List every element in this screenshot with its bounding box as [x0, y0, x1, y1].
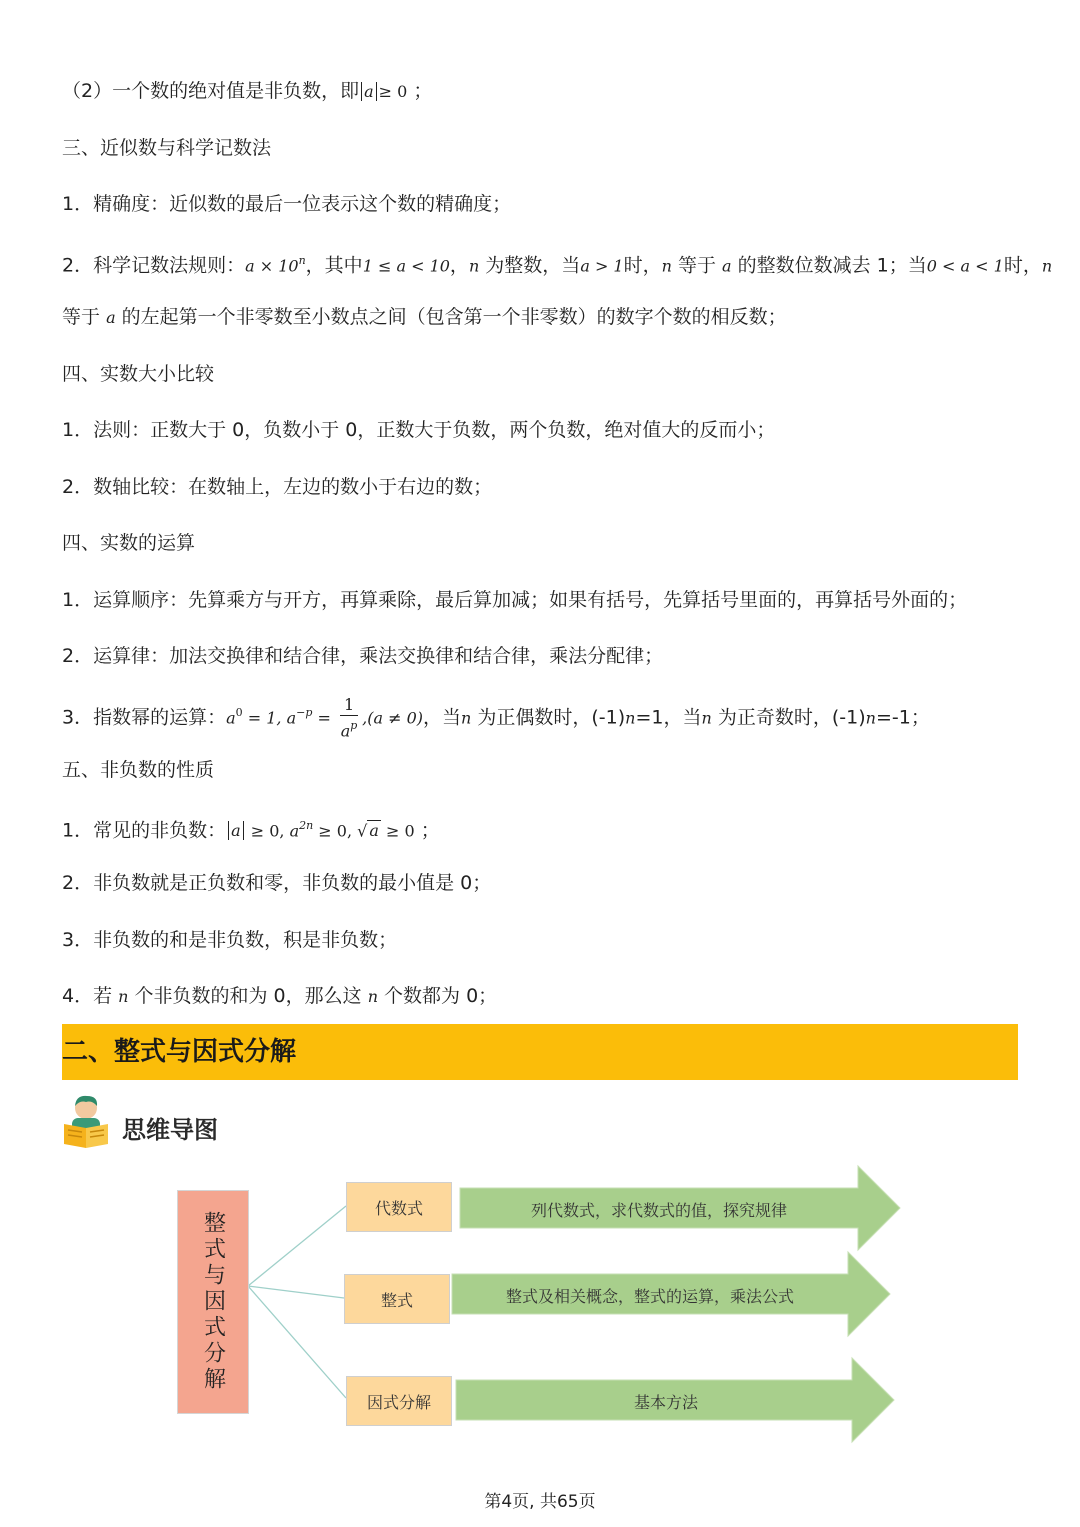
- text-line-nonneg-def: 2．非负数就是正负数和零，非负数的最小值是 0；: [62, 872, 492, 894]
- math-var: a: [106, 308, 116, 327]
- text-line-precision: 1．精确度：近似数的最后一位表示这个数的精确度；: [62, 193, 512, 215]
- fraction-numerator: 1: [340, 695, 358, 716]
- math-var: n: [661, 256, 672, 276]
- math-var: n: [1041, 256, 1053, 276]
- text-line-common-nonneg: [62, 811, 440, 846]
- text: 3．指数幂的运算：: [62, 706, 227, 729]
- mindmap-node-algebraic-expression: 代数式: [346, 1182, 452, 1232]
- text-line-nonneg-sum: 3．非负数的和是非负数，积是非负数；: [62, 929, 398, 951]
- text: ；: [413, 80, 433, 102]
- text: ，: [449, 254, 469, 277]
- math: ≥ 0: [378, 82, 408, 101]
- section-banner: [62, 1024, 1018, 1080]
- text-line-number-line: 2．数轴比较：在数轴上，左边的数小于右边的数；: [62, 476, 493, 498]
- math-sup: n: [298, 254, 306, 267]
- text: ，其中: [305, 254, 363, 277]
- math: ≥ 0,: [245, 821, 290, 841]
- math: 1 ≤ a < 10: [362, 256, 450, 276]
- text: 时，: [623, 254, 662, 277]
- math-var: n: [118, 987, 129, 1006]
- text: 的左起第一个非零数至小数点之间（包含第一个非零数）的数字个数的相反数；: [121, 306, 787, 328]
- text: 个非负数的和为 0，那么这: [134, 985, 362, 1007]
- mindmap-heading: 思维导图: [122, 1116, 218, 1144]
- math-sup: 0: [235, 706, 243, 719]
- text-line-laws: 2．运算律：加法交换律和结合律，乘法交换律和结合律，乘法分配律；: [62, 645, 664, 667]
- heading-real-compare: 四、实数大小比较: [62, 363, 215, 385]
- math-var: a: [722, 256, 732, 276]
- mindmap-root: [177, 1190, 249, 1414]
- math-var: n: [461, 708, 472, 728]
- text: 4．若: [62, 985, 113, 1007]
- math: a > 1: [580, 256, 624, 276]
- text: 时，: [1003, 254, 1042, 277]
- heading-nonneg-props: 五、非负数的性质: [62, 759, 215, 781]
- math-var: n: [625, 708, 636, 728]
- radicand: a: [369, 821, 379, 841]
- math: = 1, a: [242, 708, 297, 728]
- mindmap-detail-factorization: 基本方法: [633, 1393, 698, 1412]
- math: =: [312, 708, 336, 728]
- math-var: a: [361, 82, 377, 101]
- text: ，当: [423, 706, 462, 729]
- fraction-denominator: [340, 716, 358, 741]
- math-sup: p: [350, 718, 358, 732]
- text-line-compare-rule: 1．法则：正数大于 0，负数小于 0，正数大于负数，两个负数，绝对值大的反而小；: [62, 419, 776, 441]
- fraction: [340, 695, 358, 741]
- text: =1，当: [635, 706, 702, 729]
- mindmap-node-polynomial: 整式: [344, 1274, 450, 1324]
- text: 为正偶数时，(-1): [477, 706, 626, 729]
- math-var: a: [226, 708, 236, 728]
- text-line-abs-nonneg: [62, 76, 432, 107]
- reader-icon: [62, 1094, 112, 1150]
- text-line-sci-rule-cont: [62, 302, 787, 333]
- text: 个数都为 0；: [384, 985, 498, 1007]
- text: （2）一个数的绝对值是非负数，即: [62, 80, 360, 102]
- page-footer: 第4页, 共65页: [484, 1492, 596, 1512]
- math-sup: 2n: [299, 819, 314, 832]
- math-sup: −p: [296, 706, 313, 719]
- heading-approx-sci: 三、近似数与科学记数法: [62, 137, 272, 159]
- text-line-sci-rule: [62, 246, 1052, 281]
- sqrt: √ a: [357, 821, 379, 841]
- heading-real-operations: 四、实数的运算: [62, 532, 196, 554]
- mindmap-detail-algebraic-expression: 列代数式，求代数式的值，探究规律: [530, 1201, 787, 1220]
- text: 的整数位数减去 1；当: [737, 254, 927, 277]
- math: a × 10: [245, 256, 299, 276]
- math: ≥ 0: [380, 821, 415, 841]
- math: ≥ 0,: [313, 821, 358, 841]
- connector-line: [248, 1206, 346, 1286]
- text: ；: [420, 819, 440, 842]
- math: ,(a ≠ 0): [362, 708, 424, 728]
- section-title: 二、整式与因式分解: [62, 1037, 297, 1067]
- math-var: n: [367, 987, 378, 1006]
- connector-lines: [248, 1206, 346, 1398]
- math-var: a: [289, 821, 300, 841]
- math-var: n: [701, 708, 712, 728]
- text: 2．科学记数法规则：: [62, 254, 246, 277]
- connector-line: [248, 1286, 346, 1398]
- math-var: n: [865, 708, 876, 728]
- text: 1．常见的非负数：: [62, 819, 227, 842]
- math: 0 < a < 1: [926, 256, 1004, 276]
- math-var: a: [228, 821, 244, 840]
- text: 为整数，当: [485, 254, 581, 277]
- mindmap-node-factorization: 因式分解: [346, 1376, 452, 1426]
- math-var: a: [340, 720, 351, 740]
- math-var: n: [468, 256, 480, 276]
- text-line-nonneg-zero: [62, 981, 497, 1012]
- mindmap-detail-polynomial: 整式及相关概念，整式的运算，乘法公式: [505, 1287, 794, 1306]
- text: 等于: [677, 254, 716, 277]
- text: =-1；: [875, 706, 930, 729]
- text: 为正奇数时，(-1): [717, 706, 866, 729]
- text-line-order: 1．运算顺序：先算乘方与开方，再算乘除，最后算加减；如果有括号，先算括号里面的，再算括号外面的；: [62, 589, 968, 611]
- mindmap-root-label: 整式与因式分解: [200, 1211, 226, 1393]
- text: 等于: [62, 306, 101, 328]
- text-line-exponent: [62, 693, 930, 741]
- connector-line: [248, 1286, 344, 1298]
